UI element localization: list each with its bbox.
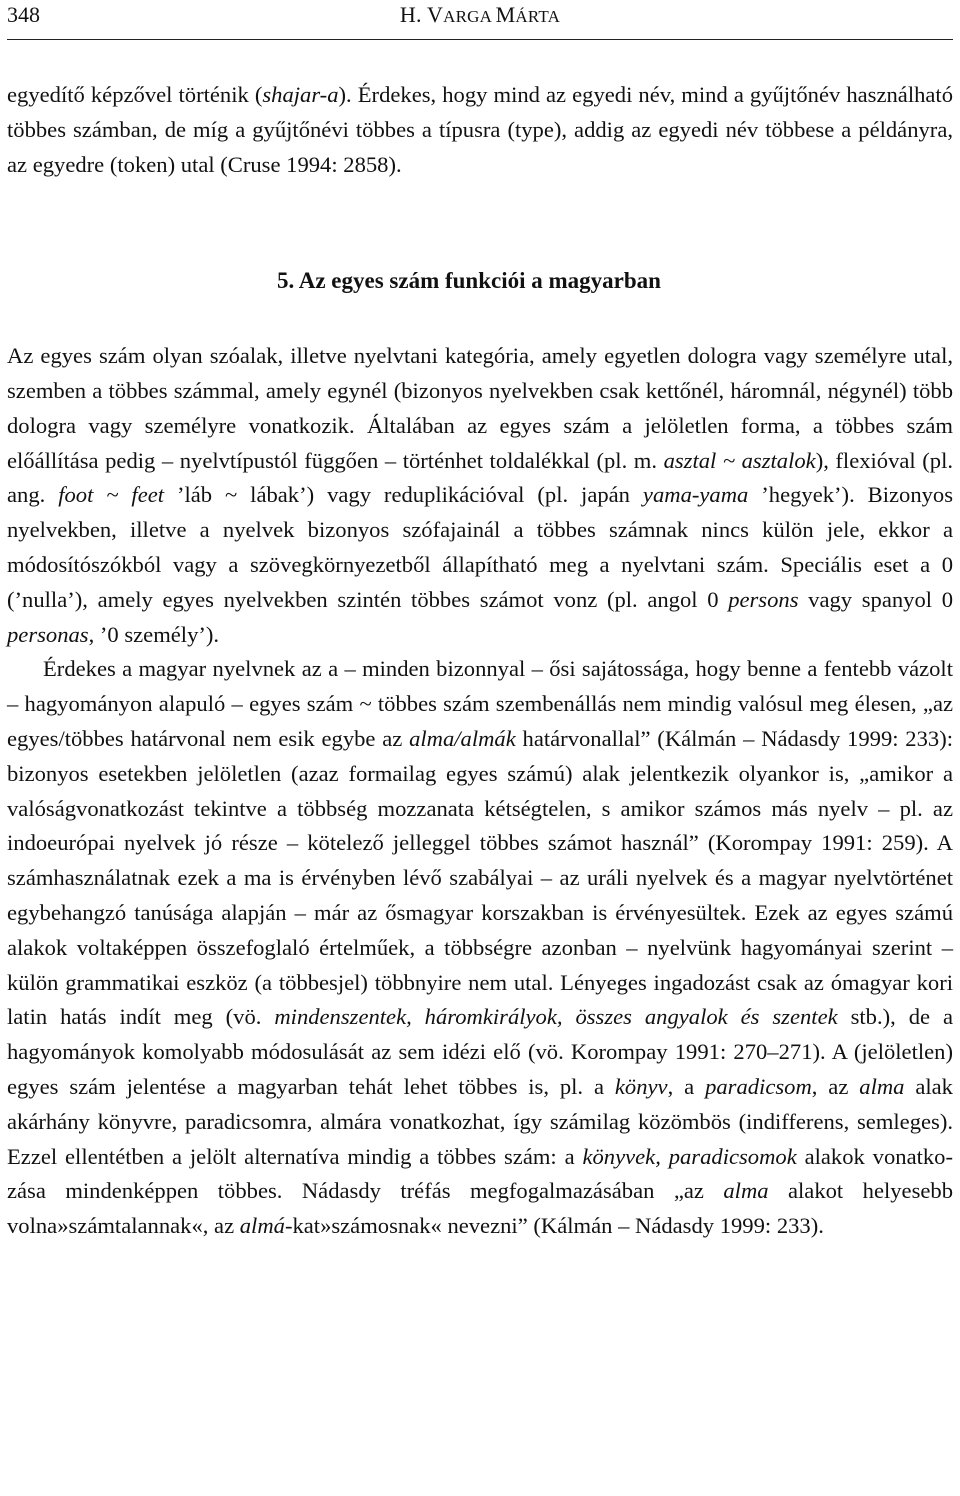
author-surname-rest: ARGA (443, 7, 496, 26)
italic-term: könyvek, paradicsomok (582, 1143, 797, 1169)
italic-term: persons (728, 586, 799, 612)
text-run: ). Érdekes, hogy mind az egyedi név, mind a gyűjtőnév használható többes számban, de míg a gyűjtőnévi többes a típusra (type), addig az egyedi név többese a példányra, az egyedre (token) utal (Cruse 1994: 2858). (7, 82, 954, 177)
author-initial: H. V (399, 2, 444, 27)
text-run: alakot helyesebb volna»számtalannak«, az (7, 1178, 953, 1239)
text-run: ’láb ~ lábak’) vagy reduplikációval (pl. japán (164, 482, 643, 508)
running-head-author (7, 0, 953, 32)
page-number: 348 (7, 2, 40, 27)
page-header (7, 0, 953, 41)
author-given-rest: ÁRTA (515, 7, 561, 26)
text-run: stb.), de a hagyományok komolyabb módosulását az sem idézi elő (vö. Korompay 1991: 270–271). A (jelöletlen) egyes szám jelentése a magyarban tehát lehet többes is, pl. a (7, 1004, 953, 1099)
italic-term: foot ~ feet (58, 482, 165, 508)
italic-term: almá (239, 1213, 285, 1239)
italic-term: alma/almák (409, 725, 516, 751)
text-run: vagy spanyol 0 (798, 586, 953, 612)
text-run: ’hegyek’). Bizonyos nyelvekben, illetve a nyelvek bizonyos szófajainál a többes számnak nincs külön jele, ekkor a módosítószókból vagy a szövegkörnyezetből állapítható meg a nyelvtani szám. Speciális eset a 0 (’nulla’), amely egyes nyelvekben szintén többes számot vonz (pl. angol 0 (7, 482, 954, 612)
paragraph-continuation (7, 78, 953, 182)
italic-term: yama-yama (642, 482, 749, 508)
text-run: , ’0 személy’). (88, 621, 220, 647)
italic-term: shajar-a (262, 82, 339, 107)
text-run: , a (667, 1073, 706, 1099)
text-run: alak akárhány könyvre, paradicsomra, almára vonatkozhat, így számilag közömbös (indifferens, semleges). Ezzel ellentétben a jelölt alternatíva mindig a többes szám: a (7, 1073, 953, 1169)
italic-term: personas (7, 621, 89, 647)
text-run: alakok vonatkozása mindenképpen többes. Nádasdy tréfás megfogalmazásában „az (7, 1143, 954, 1204)
text-run: Az egyes szám olyan szóalak, illetve nyelvtani kategória, amely egyetlen dologra vagy személyre utal, szemben a többes számmal, amely egynél (bizonyos nyelvekben csak kettőnél, háromnál, négynél) több dologra vagy személyre vonatkozik. Általában az egyes szám a jelöletlen forma, a többes szám előállítása pedig – nyelvtípustól függően – történhet toldalékkal (pl. m. (7, 343, 953, 473)
section-heading: 5. Az egyes szám funkciói a magyarban (277, 268, 661, 294)
text-run: , az (811, 1073, 860, 1099)
text-run: ), flexióval (pl. ang. (7, 447, 954, 508)
italic-term: paradicsom (705, 1073, 812, 1099)
italic-term: alma (859, 1073, 905, 1099)
text-run: -kat»számosnak« nevezni” (Kálmán – Nádasdy 1999: 233). (284, 1213, 824, 1239)
text-run: Érdekes a magyar nyelvnek az a – minden bizonnyal – ősi sajátossága, hogy benne a fentebb vázolt – hagyományon alapuló – egyes szám ~ többes szám szembenállás nem mindig valósul meg élesen, „az egyes/többes határvonal nem esik egybe az (7, 656, 953, 751)
italic-term: mindenszentek, háromkirályok, összes angyalok és szentek (274, 1004, 838, 1030)
italic-term: asztal ~ asztalok (663, 447, 816, 473)
document-page (7, 0, 953, 1244)
text-run: határvonallal” (Kálmán – Nádasdy 1999: 233): bizonyos esetekben jelöletlen (azaz formailag egyes számú) alak jelentkezik olyankor is, „amikor a valóságvonatkozást tekintve a többség mozzanata kétségtelen, s amikor számos más nyelv – pl. az indoeurópai nyelvek jó része – kötelező jelleggel többes számot használ” (Korompay 1991: 259). A számhasználatnak ezek a ma is érvényben lévő szabályai – az uráli nyelvek és a magyar nyelvtörténet egybehangzó tanúsága alapján – már az ősmagyar korszakban is érvényesültek. Ezek az egyes számú alakok voltaképpen összefoglaló értelműek, a többségre azonban – nyelvünk hagyományai szerint – külön grammatikai eszköz (a többesjel) többnyire nem utal. Lényeges ingadozást csak az ómagyar kori latin hatás indít meg (vö. (7, 725, 953, 1030)
header-rule (7, 39, 953, 40)
text-run: egyedítő képzővel történik ( (7, 82, 263, 107)
italic-term: könyv (614, 1073, 668, 1099)
paragraph-body-2 (7, 652, 953, 1244)
author-given-initial: M (495, 2, 516, 27)
paragraph-body-1 (7, 339, 953, 652)
italic-term: alma (723, 1178, 769, 1204)
